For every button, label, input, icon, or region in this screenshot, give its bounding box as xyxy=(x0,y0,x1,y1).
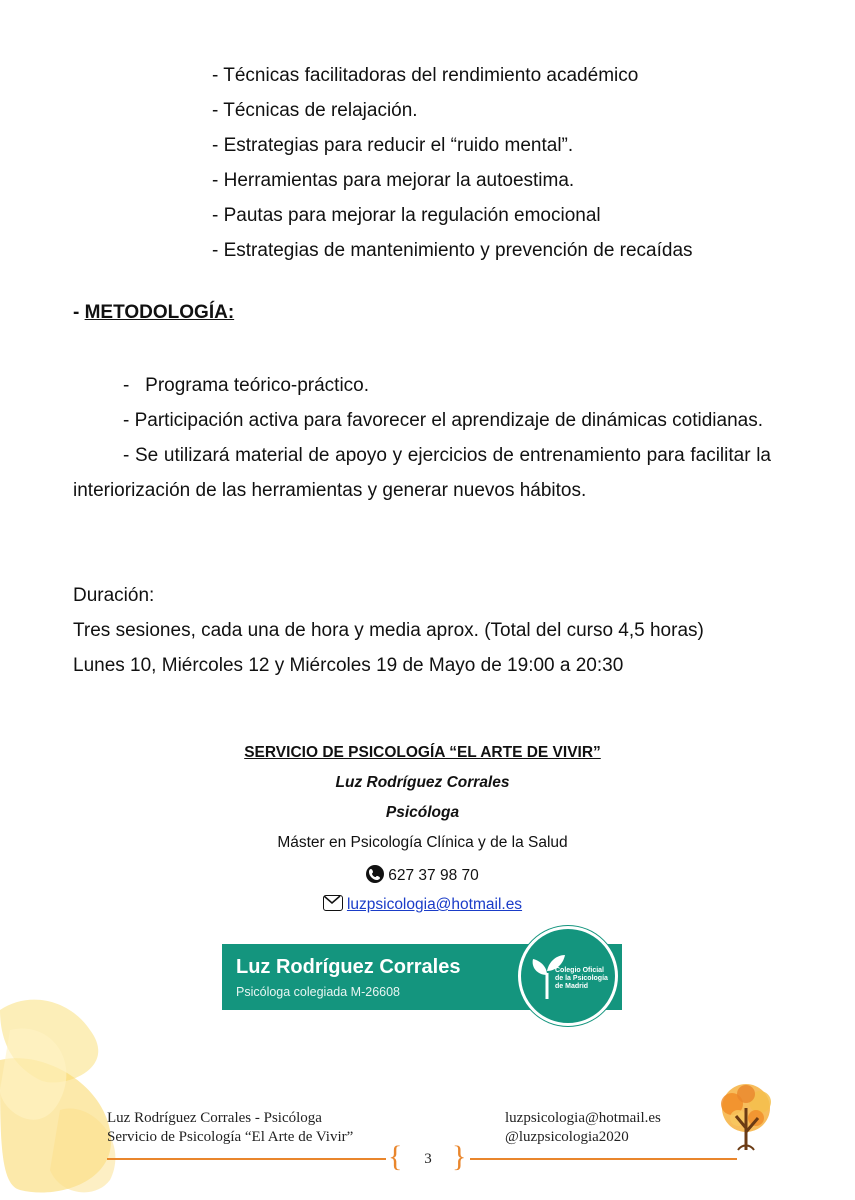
list-item: - Se utilizará material de apoyo y ejercicios de entrenamiento para facilitar la interiorización de las herramientas y generar nuevos hábitos. xyxy=(73,445,771,501)
watercolor-decoration xyxy=(0,990,150,1200)
contact-phone xyxy=(0,865,845,885)
contact-role: Psicóloga xyxy=(385,804,460,821)
footer-author: Luz Rodríguez Corrales - Psicóloga xyxy=(107,1110,322,1126)
contact-email xyxy=(0,895,845,914)
footer-service: Servicio de Psicología “El Arte de Vivir” xyxy=(107,1129,354,1145)
page-number: 3 xyxy=(424,1151,432,1167)
phone-number: 627 37 98 70 xyxy=(388,867,479,884)
list-item: - Programa teórico-práctico. xyxy=(123,375,370,396)
mail-icon xyxy=(323,895,343,911)
contact-degree: Máster en Psicología Clínica y de la Salud xyxy=(277,834,568,851)
topics-list xyxy=(212,58,693,268)
left-brace-icon: { xyxy=(388,1140,403,1173)
list-item: - Estrategias para reducir el “ruido mental”. xyxy=(212,135,574,156)
service-title: SERVICIO DE PSICOLOGÍA “EL ARTE DE VIVIR” xyxy=(244,744,601,761)
list-item: - Estrategias de mantenimiento y prevención de recaídas xyxy=(212,240,693,261)
email-link[interactable]: luzpsicologia@hotmail.es xyxy=(346,896,523,913)
list-item: - Técnicas facilitadoras del rendimiento académico xyxy=(212,65,639,86)
list-item: - Pautas para mejorar la regulación emocional xyxy=(212,205,601,226)
duration-label: Duración: xyxy=(73,585,155,606)
tree-logo-icon xyxy=(710,1082,782,1152)
phone-icon xyxy=(366,865,384,883)
duration-dates: Lunes 10, Miércoles 12 y Miércoles 19 de Mayo de 19:00 a 20:30 xyxy=(73,655,624,676)
methodology-heading xyxy=(73,302,234,324)
list-item: - Participación activa para favorecer el aprendizaje de dinámicas cotidianas. xyxy=(123,410,764,431)
methodology-list xyxy=(73,368,771,508)
duration-sessions: Tres sesiones, cada una de hora y media aprox. (Total del curso 4,5 horas) xyxy=(73,620,704,641)
footer-email: luzpsicologia@hotmail.es xyxy=(505,1110,661,1126)
list-item: - Técnicas de relajación. xyxy=(212,100,418,121)
footer-instagram: @luzpsicologia2020 xyxy=(505,1129,629,1145)
contact-name: Luz Rodríguez Corrales xyxy=(335,774,510,791)
list-item: - Herramientas para mejorar la autoestima. xyxy=(212,170,575,191)
footer-left xyxy=(107,1109,353,1147)
right-brace-icon: } xyxy=(452,1140,467,1173)
heading-text: METODOLOGÍA: xyxy=(84,302,235,323)
seal-text: Colegio Oficial de la Psicología de Madrid xyxy=(555,967,608,990)
footer-right xyxy=(505,1109,661,1147)
banner-name: Luz Rodríguez Corrales xyxy=(236,956,461,978)
duration-block xyxy=(73,578,704,683)
heading-prefix: - xyxy=(73,302,85,323)
banner-registration: Psicóloga colegiada M-26608 xyxy=(236,985,400,999)
college-seal xyxy=(518,926,618,1026)
